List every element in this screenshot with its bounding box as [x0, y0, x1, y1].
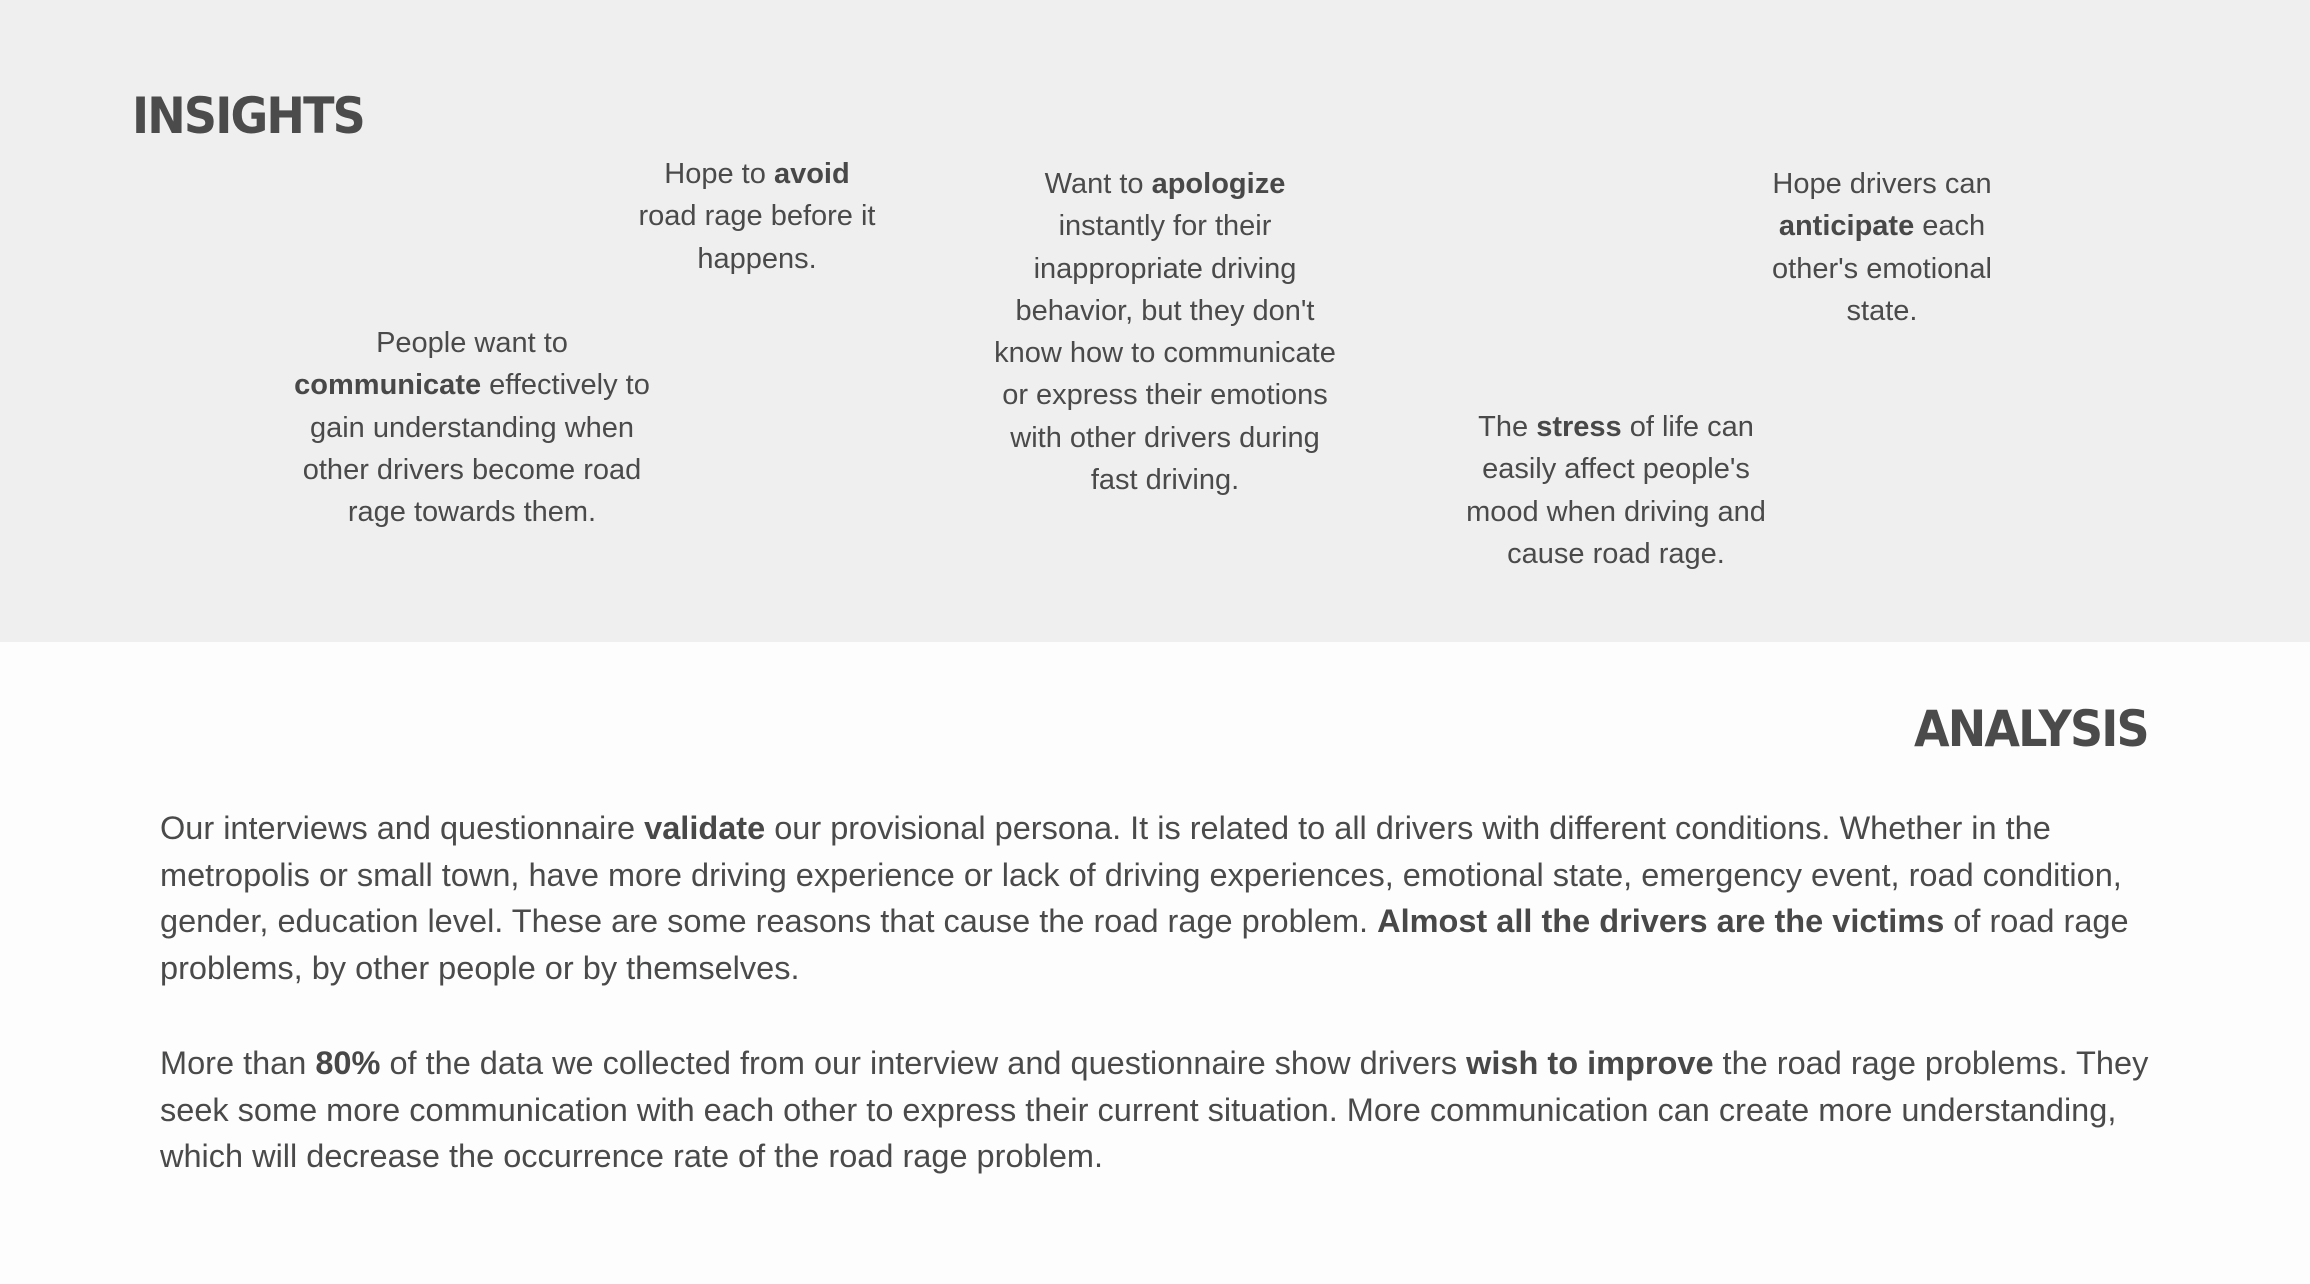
text-segment: with other drivers during — [1010, 421, 1320, 454]
text-segment: gender, education level. These are some reasons that cause the road rage problem. — [160, 903, 1378, 939]
analysis-paragraph-1 — [160, 805, 2160, 991]
text-line — [1672, 163, 2092, 205]
text-line — [262, 407, 682, 449]
text-segment: Hope to — [664, 158, 774, 190]
text-segment: other drivers become road — [302, 453, 642, 486]
text-segment: More than — [160, 1045, 316, 1081]
text-line — [955, 290, 1375, 332]
text-segment: seek some more communication with each other to express their current situation. More communication can create more understanding, — [160, 1091, 2117, 1128]
text-segment: The — [1478, 411, 1537, 443]
text-segment: mood when driving and — [1466, 495, 1766, 528]
text-segment: the road rage problems. They — [1713, 1045, 2149, 1081]
text-segment: Our interviews and questionnaire — [160, 810, 645, 846]
text-segment: inappropriate driving — [1033, 252, 1297, 285]
text-line — [955, 205, 1375, 247]
text-segment: of road rage — [1944, 903, 2129, 939]
text-line — [160, 852, 2160, 899]
text-segment: rage towards them. — [347, 496, 597, 529]
text-segment: each — [1914, 210, 1986, 243]
text-line — [955, 163, 1375, 205]
text-line — [955, 374, 1375, 416]
text-segment: of life can — [1621, 411, 1754, 443]
text-line — [955, 332, 1375, 374]
text-segment: Hope drivers can — [1772, 168, 1992, 200]
text-segment: fast driving. — [1090, 464, 1240, 497]
text-segment: happens. — [697, 242, 817, 275]
text-line — [1406, 533, 1826, 575]
text-segment: gain understanding when — [309, 411, 635, 444]
insight-avoid — [547, 153, 967, 280]
text-line — [160, 1040, 2160, 1087]
analysis-heading: ANALYSIS — [1914, 700, 2148, 758]
insight-communicate — [262, 322, 682, 533]
emphasis-text: apologize — [1151, 168, 1286, 200]
text-segment: of the data we collected from our interview and questionnaire show drivers — [380, 1045, 1467, 1081]
text-line — [1406, 491, 1826, 533]
insight-anticipate — [1672, 163, 2092, 332]
text-line — [160, 1087, 2160, 1134]
emphasis-text: avoid — [773, 158, 850, 190]
text-segment: Want to — [1044, 168, 1152, 200]
text-segment: know how to communicate — [994, 337, 1336, 370]
text-line — [262, 364, 682, 406]
text-segment: road rage before it — [638, 200, 876, 233]
insight-stress — [1406, 406, 1826, 575]
text-segment: easily affect people's — [1482, 453, 1750, 486]
text-line — [1672, 205, 2092, 247]
analysis-paragraph-2 — [160, 1040, 2160, 1180]
emphasis-text: 80% — [315, 1045, 381, 1081]
text-segment: other's emotional — [1772, 252, 1992, 285]
text-line — [160, 898, 2160, 945]
text-line — [1406, 406, 1826, 448]
analysis-section — [0, 642, 2310, 1284]
emphasis-text: wish to improve — [1466, 1045, 1714, 1081]
text-segment: cause road rage. — [1507, 537, 1725, 570]
text-segment: or express their emotions — [1002, 379, 1328, 412]
text-segment: state. — [1846, 294, 1918, 327]
text-line — [955, 417, 1375, 459]
text-segment: which will decrease the occurrence rate of the road rage problem. — [160, 1138, 1103, 1174]
emphasis-text: anticipate — [1778, 210, 1915, 243]
text-line — [1672, 290, 2092, 332]
text-line — [547, 153, 967, 195]
text-segment: People want to — [376, 327, 568, 359]
emphasis-text: communicate — [294, 369, 482, 402]
text-line — [262, 491, 682, 533]
text-segment: problems, by other people or by themselves. — [160, 949, 800, 986]
text-line — [955, 248, 1375, 290]
text-segment: instantly for their — [1058, 210, 1272, 243]
text-segment: our provisional persona. It is related to all drivers with different conditions. Whether in the — [765, 810, 2051, 846]
text-segment: metropolis or small town, have more driving experience or lack of driving experiences, emotional state, emergency event, road condition, — [160, 856, 2122, 893]
text-segment: behavior, but they don't — [1015, 294, 1315, 327]
text-line — [160, 1133, 2160, 1180]
text-line — [160, 945, 2160, 992]
text-line — [1406, 448, 1826, 490]
insights-heading: INSIGHTS — [132, 87, 364, 145]
emphasis-text: Almost all the drivers are the victims — [1377, 903, 1945, 939]
text-line — [262, 322, 682, 364]
emphasis-text: stress — [1536, 411, 1622, 443]
text-line — [547, 238, 967, 280]
text-line — [1672, 248, 2092, 290]
text-segment: effectively to — [481, 369, 650, 402]
text-line — [160, 805, 2160, 852]
text-line — [262, 449, 682, 491]
text-line — [547, 195, 967, 237]
text-line — [955, 459, 1375, 501]
insight-apologize — [955, 163, 1375, 501]
emphasis-text: validate — [644, 810, 766, 846]
